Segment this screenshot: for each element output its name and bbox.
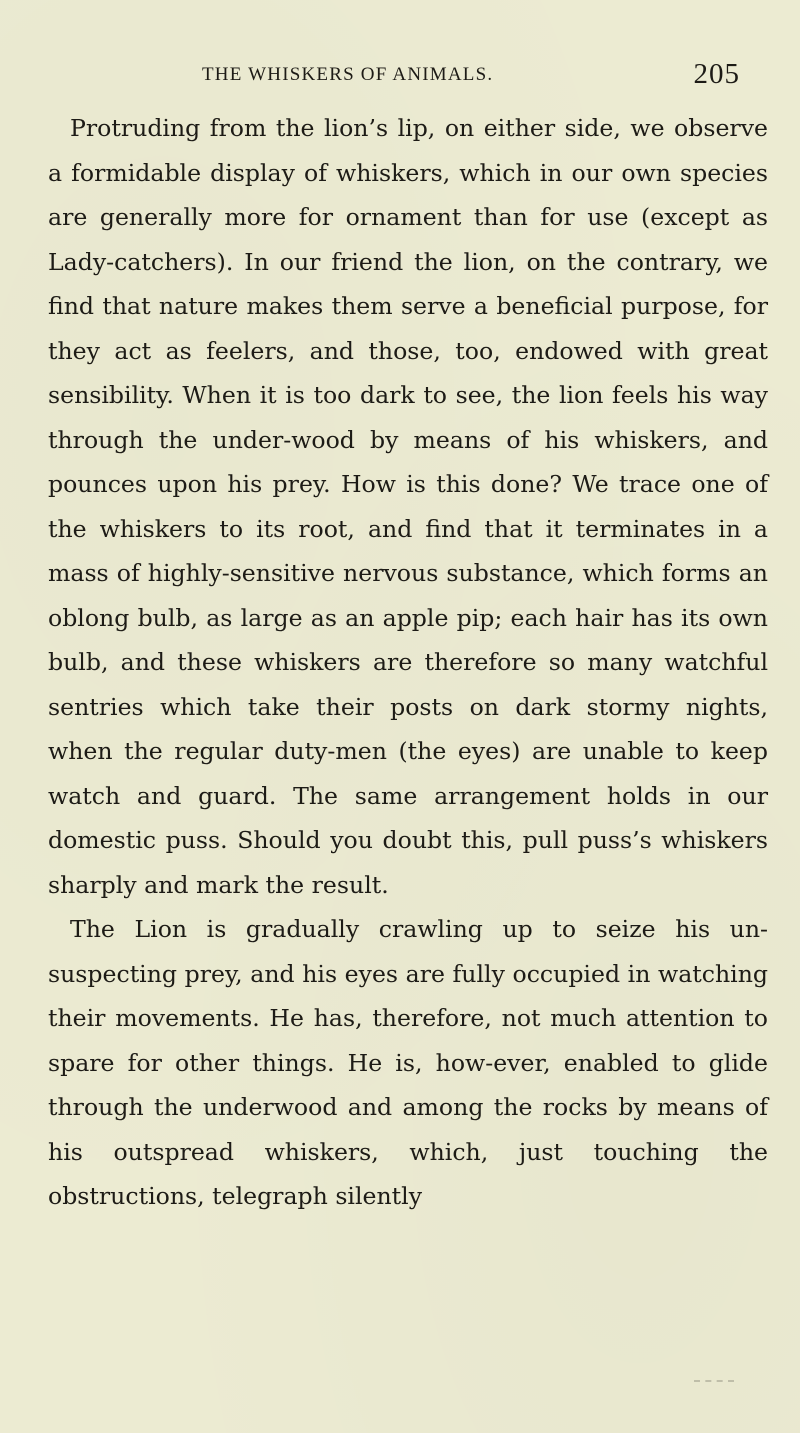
print-smudge [694, 1380, 734, 1388]
running-title: THE WHISKERS OF ANIMALS. [202, 64, 494, 85]
running-head [190, 60, 740, 90]
paragraph-lion-crawling: The Lion is gradually crawling up to seize his un-suspecting prey, and his eyes are fully occupied in watching their movements. He has, therefore, not much attention to spare for other things. He is, how-ever, enabled to glide through the underwood and among the rocks by means of his outspread whiskers, which, just touching the obstructions, telegraph silently [48, 915, 768, 1210]
page-number: 205 [693, 58, 740, 90]
body-text [48, 106, 768, 1219]
paragraph-whiskers-lion: Protruding from the lion’s lip, on either side, we observe a formidable display of whiskers, which in our own species are generally more for ornament than for use (except as Lady-catchers). In our friend the lion, on the contrary, we find that nature makes them serve a beneficial purpose, for they act as feelers, and those, too, endowed with great sensibility. When it is too dark to see, the lion feels his way through the under-wood by means of his whiskers, and pounces upon his prey. How is this done? We trace one of the whiskers to its root, and find that it terminates in a mass of highly-sensitive nervous substance, which forms an oblong bulb, as large as an apple pip; each hair has its own bulb, and these whiskers are therefore so many watchful sentries which take their posts on dark stormy nights, when the regular duty-men (the eyes) are unable to keep watch and guard. The same arrangement holds in our domestic puss. Should you doubt this, pull puss’s whiskers sharply and mark the result. [48, 114, 768, 899]
